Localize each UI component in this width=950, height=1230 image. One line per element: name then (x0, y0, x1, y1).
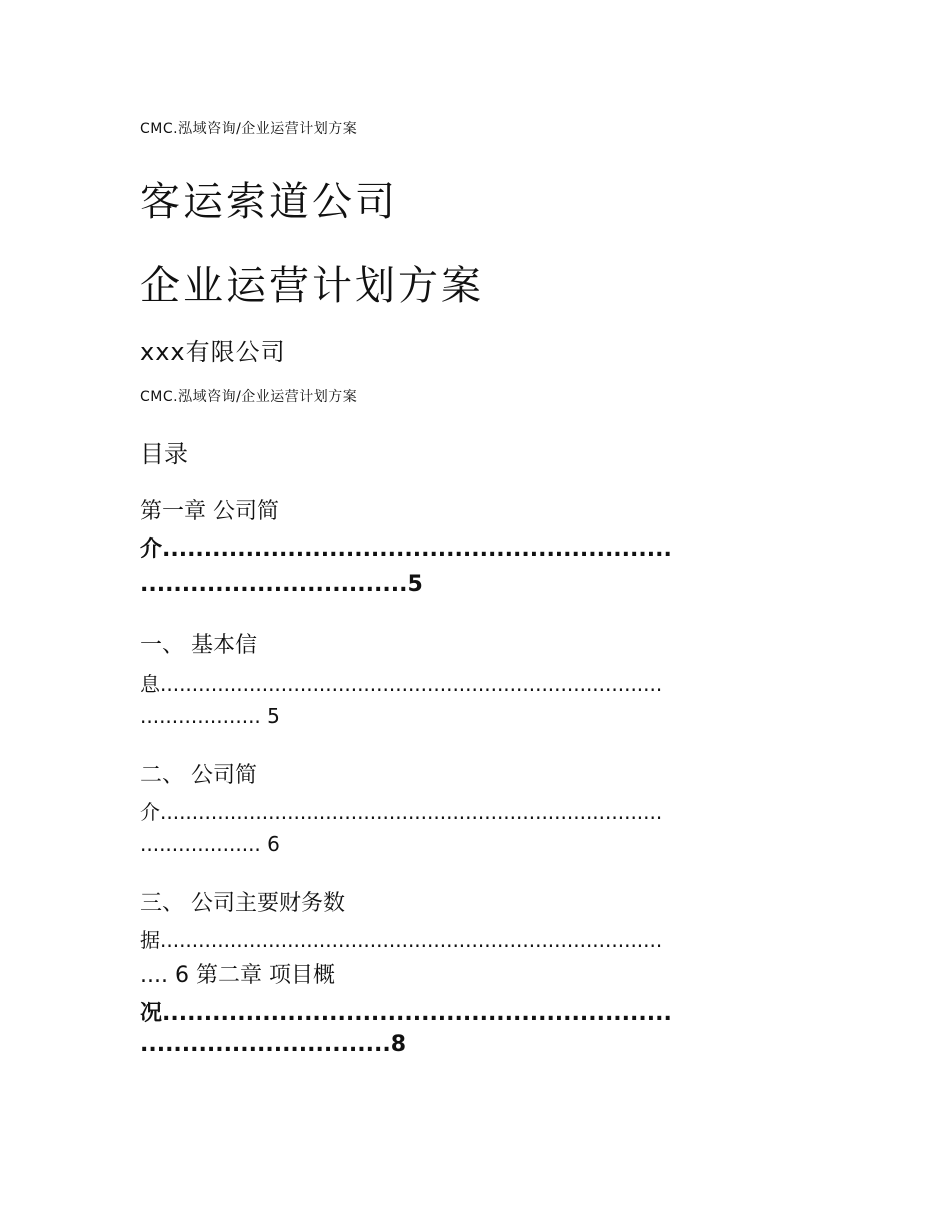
company-name: xxx有限公司 (140, 338, 286, 366)
toc-section-1-page[interactable]: ................... 5 (140, 704, 280, 728)
toc-section-3-title[interactable]: 三、 公司主要财务数 (140, 891, 345, 916)
toc-chapter-1-page[interactable]: ................................5 (140, 572, 423, 597)
toc-section-3-page-and-chapter-2[interactable]: .... 6 第二章 项目概 (140, 963, 335, 988)
toc-section-2-title[interactable]: 二、 公司简 (140, 763, 257, 788)
toc-section-1-leader[interactable]: 息............................................................................... (140, 672, 663, 696)
toc-section-3-leader[interactable]: 据............................................................................... (140, 928, 663, 952)
page-header: CMC.泓域咨询/企业运营计划方案 (140, 121, 358, 137)
page-header-2: CMC.泓域咨询/企业运营计划方案 (140, 389, 358, 405)
toc-heading: 目录 (140, 440, 188, 468)
toc-chapter-2-page[interactable]: ..............................8 (140, 1032, 407, 1057)
toc-chapter-1-leader[interactable]: 介............................................................. (140, 537, 672, 562)
toc-chapter-2-leader[interactable]: 况............................................................. (140, 1001, 672, 1026)
toc-section-2-page[interactable]: ................... 6 (140, 832, 280, 856)
document-title-line2: 企业运营计划方案 (140, 263, 484, 309)
toc-section-2-leader[interactable]: 介............................................................................... (140, 800, 663, 824)
document-title-line1: 客运索道公司 (140, 179, 398, 225)
toc-section-1-title[interactable]: 一、 基本信 (140, 633, 257, 658)
toc-chapter-1-title[interactable]: 第一章 公司简 (140, 499, 279, 524)
